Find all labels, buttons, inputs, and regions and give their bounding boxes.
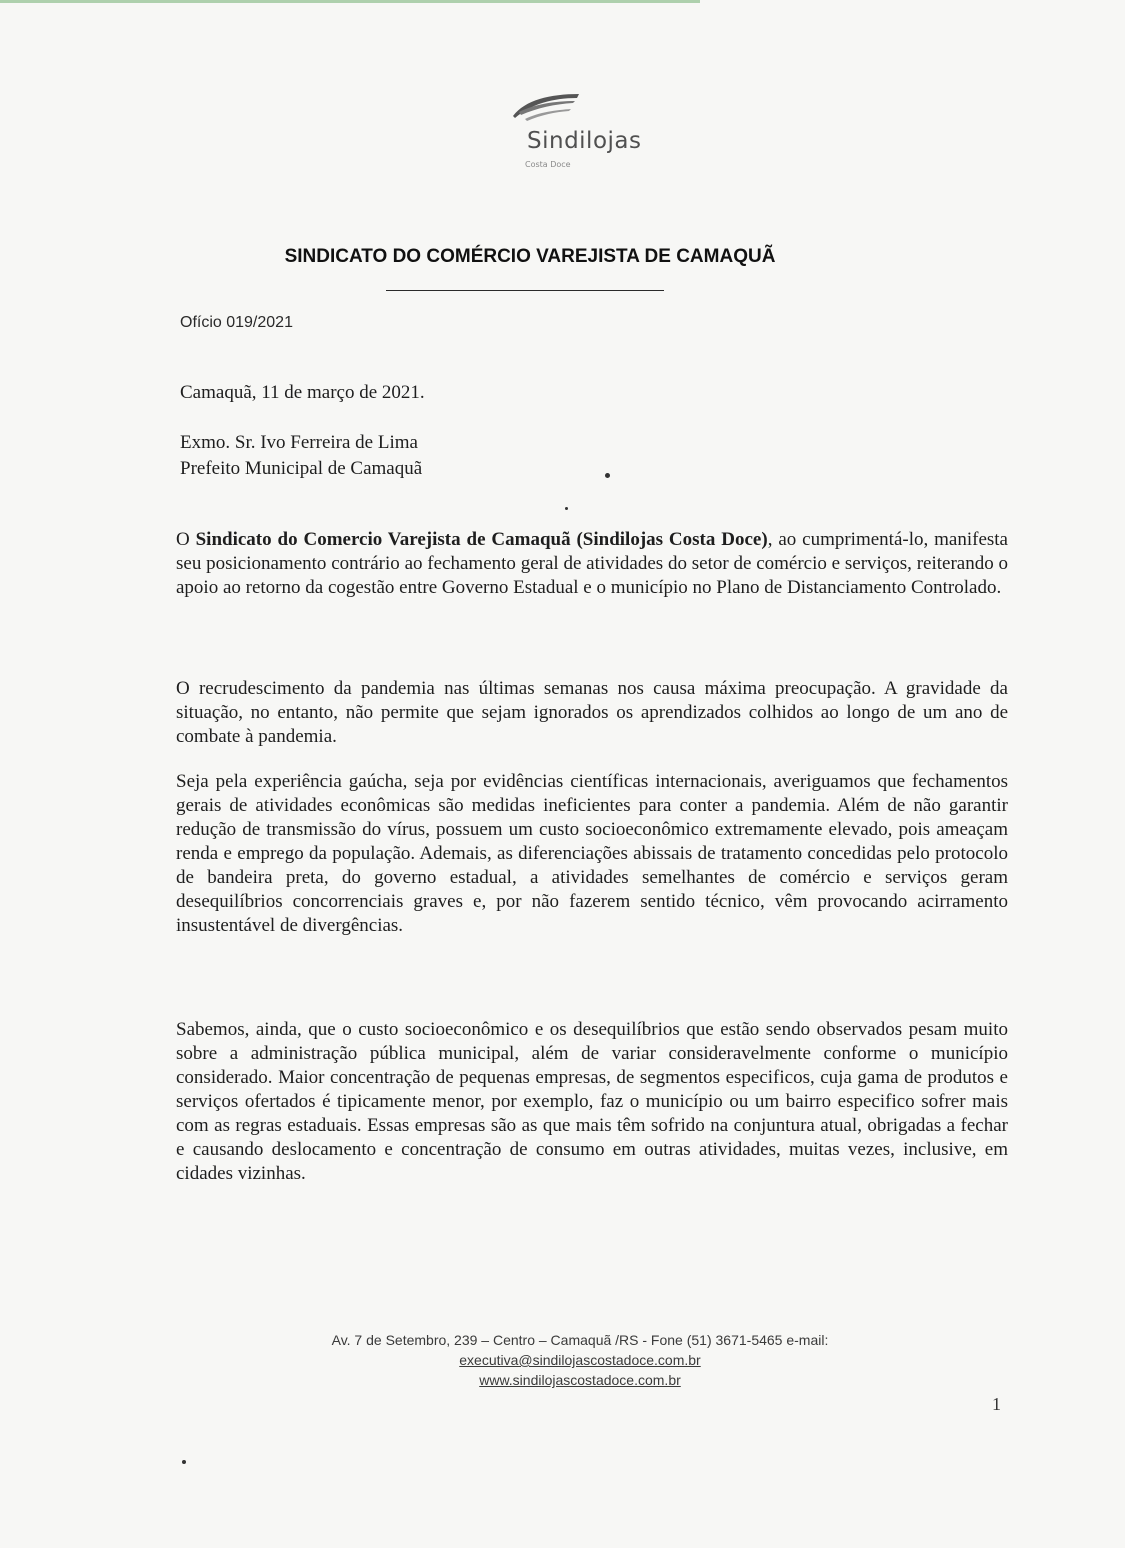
paragraph-1-lead: O: [176, 529, 196, 550]
paragraph-4: Sabemos, ainda, que o custo socioeconômico e os desequilíbrios que estão sendo observados pesam muito sobre a administração pública municipal, além de variar consideravelmente conforme o município considerado. Maior concentração de pequenas empresas, de segmentos especificos, cuja gama de produtos e serviços ofertados é tipicamente menor, por exemplo, faz o município ou um bairro especifico sofrer mais com as regras estaduais. Essas empresas são as que mais têm sofrido na conjuntura atual, obrigadas a fechar e causando deslocamento e concentração de consumo em outras atividades, muitas vezes, inclusive, em cidades vizinhas.: [176, 1019, 1008, 1184]
paragraph-3: Seja pela experiência gaúcha, seja por evidências científicas internacionais, averiguamos que fechamentos gerais de atividades econômicas são medidas ineficientes para conter a pandemia. Além de não garantir redução de transmissão do vírus, possuem um custo socioeconômico extremamente elevado, pois ameaçam renda e emprego da população. Ademais, as diferenciações abissais de tratamento concedidas pelo protocolo de bandeira preta, do governo estadual, a atividades semelhantes de comércio e serviços geram desequilíbrios concorrenciais graves e, por não fazerem sentido técnico, vêm provocando acirramento insustentável de divergências.: [176, 771, 1008, 936]
page-number: 1: [992, 1394, 1001, 1414]
scan-edge-line: [0, 0, 700, 3]
paragraph-1-text: , ao cumprimentá-lo, manifesta seu posicionamento contrário ao fechamento geral de atividades do setor de comércio e serviços, reiterando o apoio ao retorno da cogestão entre Governo Estadual e o município no Plano de Distanciamento Controlado.: [176, 529, 1008, 598]
date-line: Camaquã, 11 de março de 2021.: [180, 382, 425, 403]
footer-email-link[interactable]: executiva@sindilojascostadoce.com.br: [459, 1352, 701, 1368]
ink-speck: [605, 473, 610, 478]
addressee-name: Exmo. Sr. Ivo Ferreira de Lima: [180, 432, 418, 453]
paragraph-1-organization: Sindicato do Comercio Varejista de Camaquã (Sindilojas Costa Doce): [195, 529, 768, 550]
heading-underline: [386, 290, 664, 291]
document-heading: SINDICATO DO COMÉRCIO VAREJISTA DE CAMAQUÃ: [284, 246, 776, 267]
letter-footer: [230, 1330, 930, 1390]
addressee-block: [180, 430, 422, 482]
paragraph-1: [176, 528, 1008, 600]
logo-subtitle: Costa Doce: [525, 160, 571, 169]
footer-website-link[interactable]: www.sindilojascostadoce.com.br: [479, 1372, 681, 1388]
logo-name: Sindilojas: [527, 128, 642, 154]
swoosh-logo-icon: [505, 88, 585, 128]
paragraph-2: O recrudescimento da pandemia nas últimas semanas nos causa máxima preocupação. A gravidade da situação, no entanto, não permite que sejam ignorados os aprendizados colhidos ao longo de um ano de combate à pandemia.: [176, 678, 1008, 747]
footer-address: Av. 7 de Setembro, 239 – Centro – Camaquã /RS - Fone (51) 3671-5465 e-mail:: [331, 1332, 829, 1348]
sindilojas-logo: [505, 88, 655, 174]
reference-number: Ofício 019/2021: [180, 314, 293, 331]
ink-speck: [565, 507, 568, 510]
addressee-title: Prefeito Municipal de Camaquã: [180, 458, 423, 479]
ink-speck: [182, 1460, 186, 1464]
